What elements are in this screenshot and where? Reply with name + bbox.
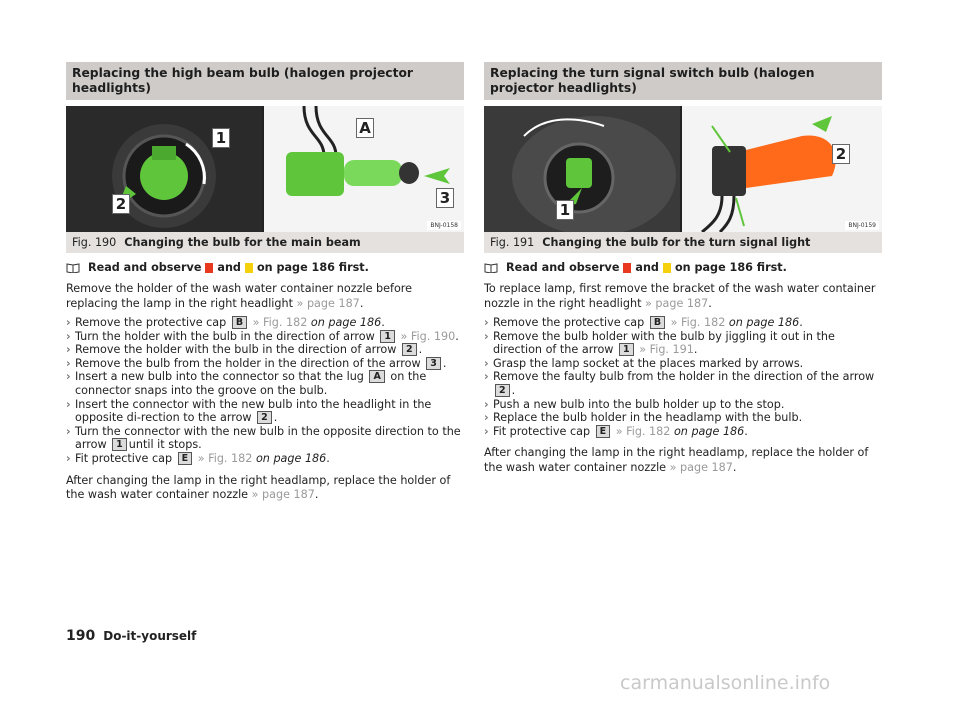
text: Remove the bulb from the holder in the direction of the arrow [75,356,421,370]
figure-label: 2 [112,194,130,214]
step-item [484,370,882,397]
figure-caption [484,232,882,253]
chevron-right-icon: › [66,329,71,343]
chevron-right-icon: › [66,343,71,357]
step-item [66,370,464,397]
right-column [484,62,882,475]
figure-high-beam [66,106,464,232]
chevron-right-icon: › [484,397,489,411]
read-text: on page 186 first. [674,261,787,274]
step-item [66,452,464,466]
figure-caption [66,232,464,253]
chevron-right-icon: › [66,356,71,370]
text: To replace lamp, first remove the bracket of the wash water container nozzle in the right headlight [484,282,876,310]
section-heading: Replacing the turn signal switch bulb (halogen projector headlights) [484,62,882,100]
step-item [66,330,464,344]
step-item [484,316,882,330]
caption-number: Fig. 191 [490,236,535,249]
page-link[interactable]: » page 187 [645,296,709,310]
figure-label: 2 [832,144,850,164]
figure-link[interactable]: » Fig. 190 [400,329,456,343]
intro-paragraph [66,282,464,311]
figure-label: 1 [556,200,574,220]
key-label: 3 [426,357,441,370]
headlight-photo-1 [66,106,262,232]
key-label: B [650,316,665,329]
text: on page 186 [728,316,800,329]
outro-paragraph [484,446,882,475]
text: Fit protective cap [493,424,591,438]
figure-link[interactable]: » Fig. 182 [615,424,671,438]
step-list [66,316,464,466]
text: . [693,343,698,357]
read-notice [484,261,882,274]
read-text: Read and observe [506,261,620,274]
chevron-right-icon: › [66,370,71,384]
text: Insert a new bulb into the connector so that the lug [75,370,364,384]
key-label: E [178,452,193,465]
bulb-photo-2 [682,106,882,232]
read-notice [66,261,464,274]
step-item [484,398,882,412]
text: . [273,411,278,425]
text: Grasp the lamp socket at the places marked by arrows. [493,356,804,370]
figure-label: A [356,118,374,138]
text: Push a new bulb into the bulb holder up to the stop. [493,397,785,411]
key-label: 2 [257,411,272,424]
step-list [484,316,882,438]
caption-title: Changing the bulb for the main beam [124,236,361,249]
figure-label: 1 [212,128,230,148]
step-item [66,425,464,452]
left-column [66,62,464,503]
watermark: carmanualsonline.info [620,672,831,694]
figure-code: BNJ-0158 [427,221,461,230]
text: Remove the faulty bulb from the holder in the direction of the arrow [493,370,875,384]
intro-paragraph [484,282,882,311]
chevron-right-icon: › [484,316,489,329]
text: Remove the bulb holder with the bulb by jiggling it out in the direction of the arrow [493,329,835,357]
book-icon [484,263,498,273]
text: . [799,316,803,329]
read-text: on page 186 first. [256,261,369,274]
figure-link[interactable]: » Fig. 182 [252,316,308,329]
key-label: 1 [112,438,127,451]
read-text: Read and observe [88,261,202,274]
text: Turn the connector with the new bulb in the opposite direction to the arrow [75,424,461,452]
key-label: B [232,316,247,329]
section-heading: Replacing the high beam bulb (halogen projector headlights) [66,62,464,100]
text: . [511,383,516,397]
chevron-right-icon: › [66,316,71,329]
text: . [326,451,330,465]
text: . [314,488,319,502]
text: Remove the protective cap [493,316,645,329]
read-text: and [217,261,241,274]
key-label: A [369,370,384,383]
chevron-right-icon: › [484,370,489,384]
book-icon [66,263,80,273]
figure-link[interactable]: » Fig. 182 [670,316,726,329]
page-link[interactable]: » page 187 [669,460,733,474]
figure-link[interactable]: » Fig. 191 [639,343,694,357]
key-label: 2 [402,343,417,356]
caution-icon [245,263,253,273]
figure-turn-signal [484,106,882,232]
text: Insert the connector with the new bulb into the headlight in the opposite di-rection to the arrow [75,397,432,425]
chevron-right-icon: › [484,411,489,425]
page-number: 190 [66,628,96,644]
text: After changing the lamp in the right headlamp, replace the holder of the wash water container nozzle [484,446,869,474]
chevron-right-icon: › [66,424,71,438]
text: . [442,356,447,370]
step-item [66,398,464,425]
text: Turn the holder with the bulb in the direction of arrow [75,329,375,343]
key-label: 1 [380,330,395,343]
step-item [66,316,464,330]
text: on page 186 [673,424,745,438]
chevron-right-icon: › [66,397,71,411]
step-item [66,357,464,371]
text: . [418,343,423,357]
text: on the connector snaps into the groove on the bulb. [75,370,427,397]
key-label: 1 [619,343,634,356]
text: After changing the lamp in the right headlamp, replace the holder of the wash water container nozzle [66,473,451,502]
text: . [732,460,737,474]
step-item [484,425,882,439]
headlight-photo-2 [484,106,680,232]
text: Replace the bulb holder in the headlamp with the bulb. [493,411,803,425]
text: Fit protective cap [75,451,173,465]
caption-title: Changing the bulb for the turn signal light [542,236,811,249]
text: on page 186 [255,451,327,465]
text: until it stops. [128,438,202,452]
step-item [484,330,882,357]
chevron-right-icon: › [484,424,489,438]
step-item [66,343,464,357]
step-item [484,411,882,425]
text: Remove the holder with the bulb in the direction of arrow [75,343,397,357]
chevron-right-icon: › [484,329,489,343]
text: . [381,316,385,329]
page-link[interactable]: » page 187 [296,296,360,310]
warning-icon [205,263,213,273]
text: Remove the holder of the wash water container nozzle before replacing the lamp in the right headlight [66,282,413,310]
text: . [708,296,712,310]
chevron-right-icon: › [66,451,71,465]
text: Remove the protective cap [75,316,227,329]
warning-icon [623,263,631,273]
caption-number: Fig. 190 [72,236,117,249]
page-footer [66,628,196,644]
text: . [359,296,364,310]
outro-paragraph [66,474,464,503]
text: on page 186 [310,316,382,329]
key-label: E [596,425,611,438]
text: . [744,424,748,438]
key-label: 2 [495,384,510,397]
figure-link[interactable]: » Fig. 182 [197,451,253,465]
section-name: Do-it-yourself [103,629,197,643]
step-item [484,357,882,371]
page-link[interactable]: » page 187 [251,488,315,502]
chevron-right-icon: › [484,356,489,370]
caution-icon [663,263,671,273]
text: . [455,329,459,343]
read-text: and [635,261,659,274]
figure-label: 3 [436,188,454,208]
figure-code: BNJ-0159 [845,221,879,230]
